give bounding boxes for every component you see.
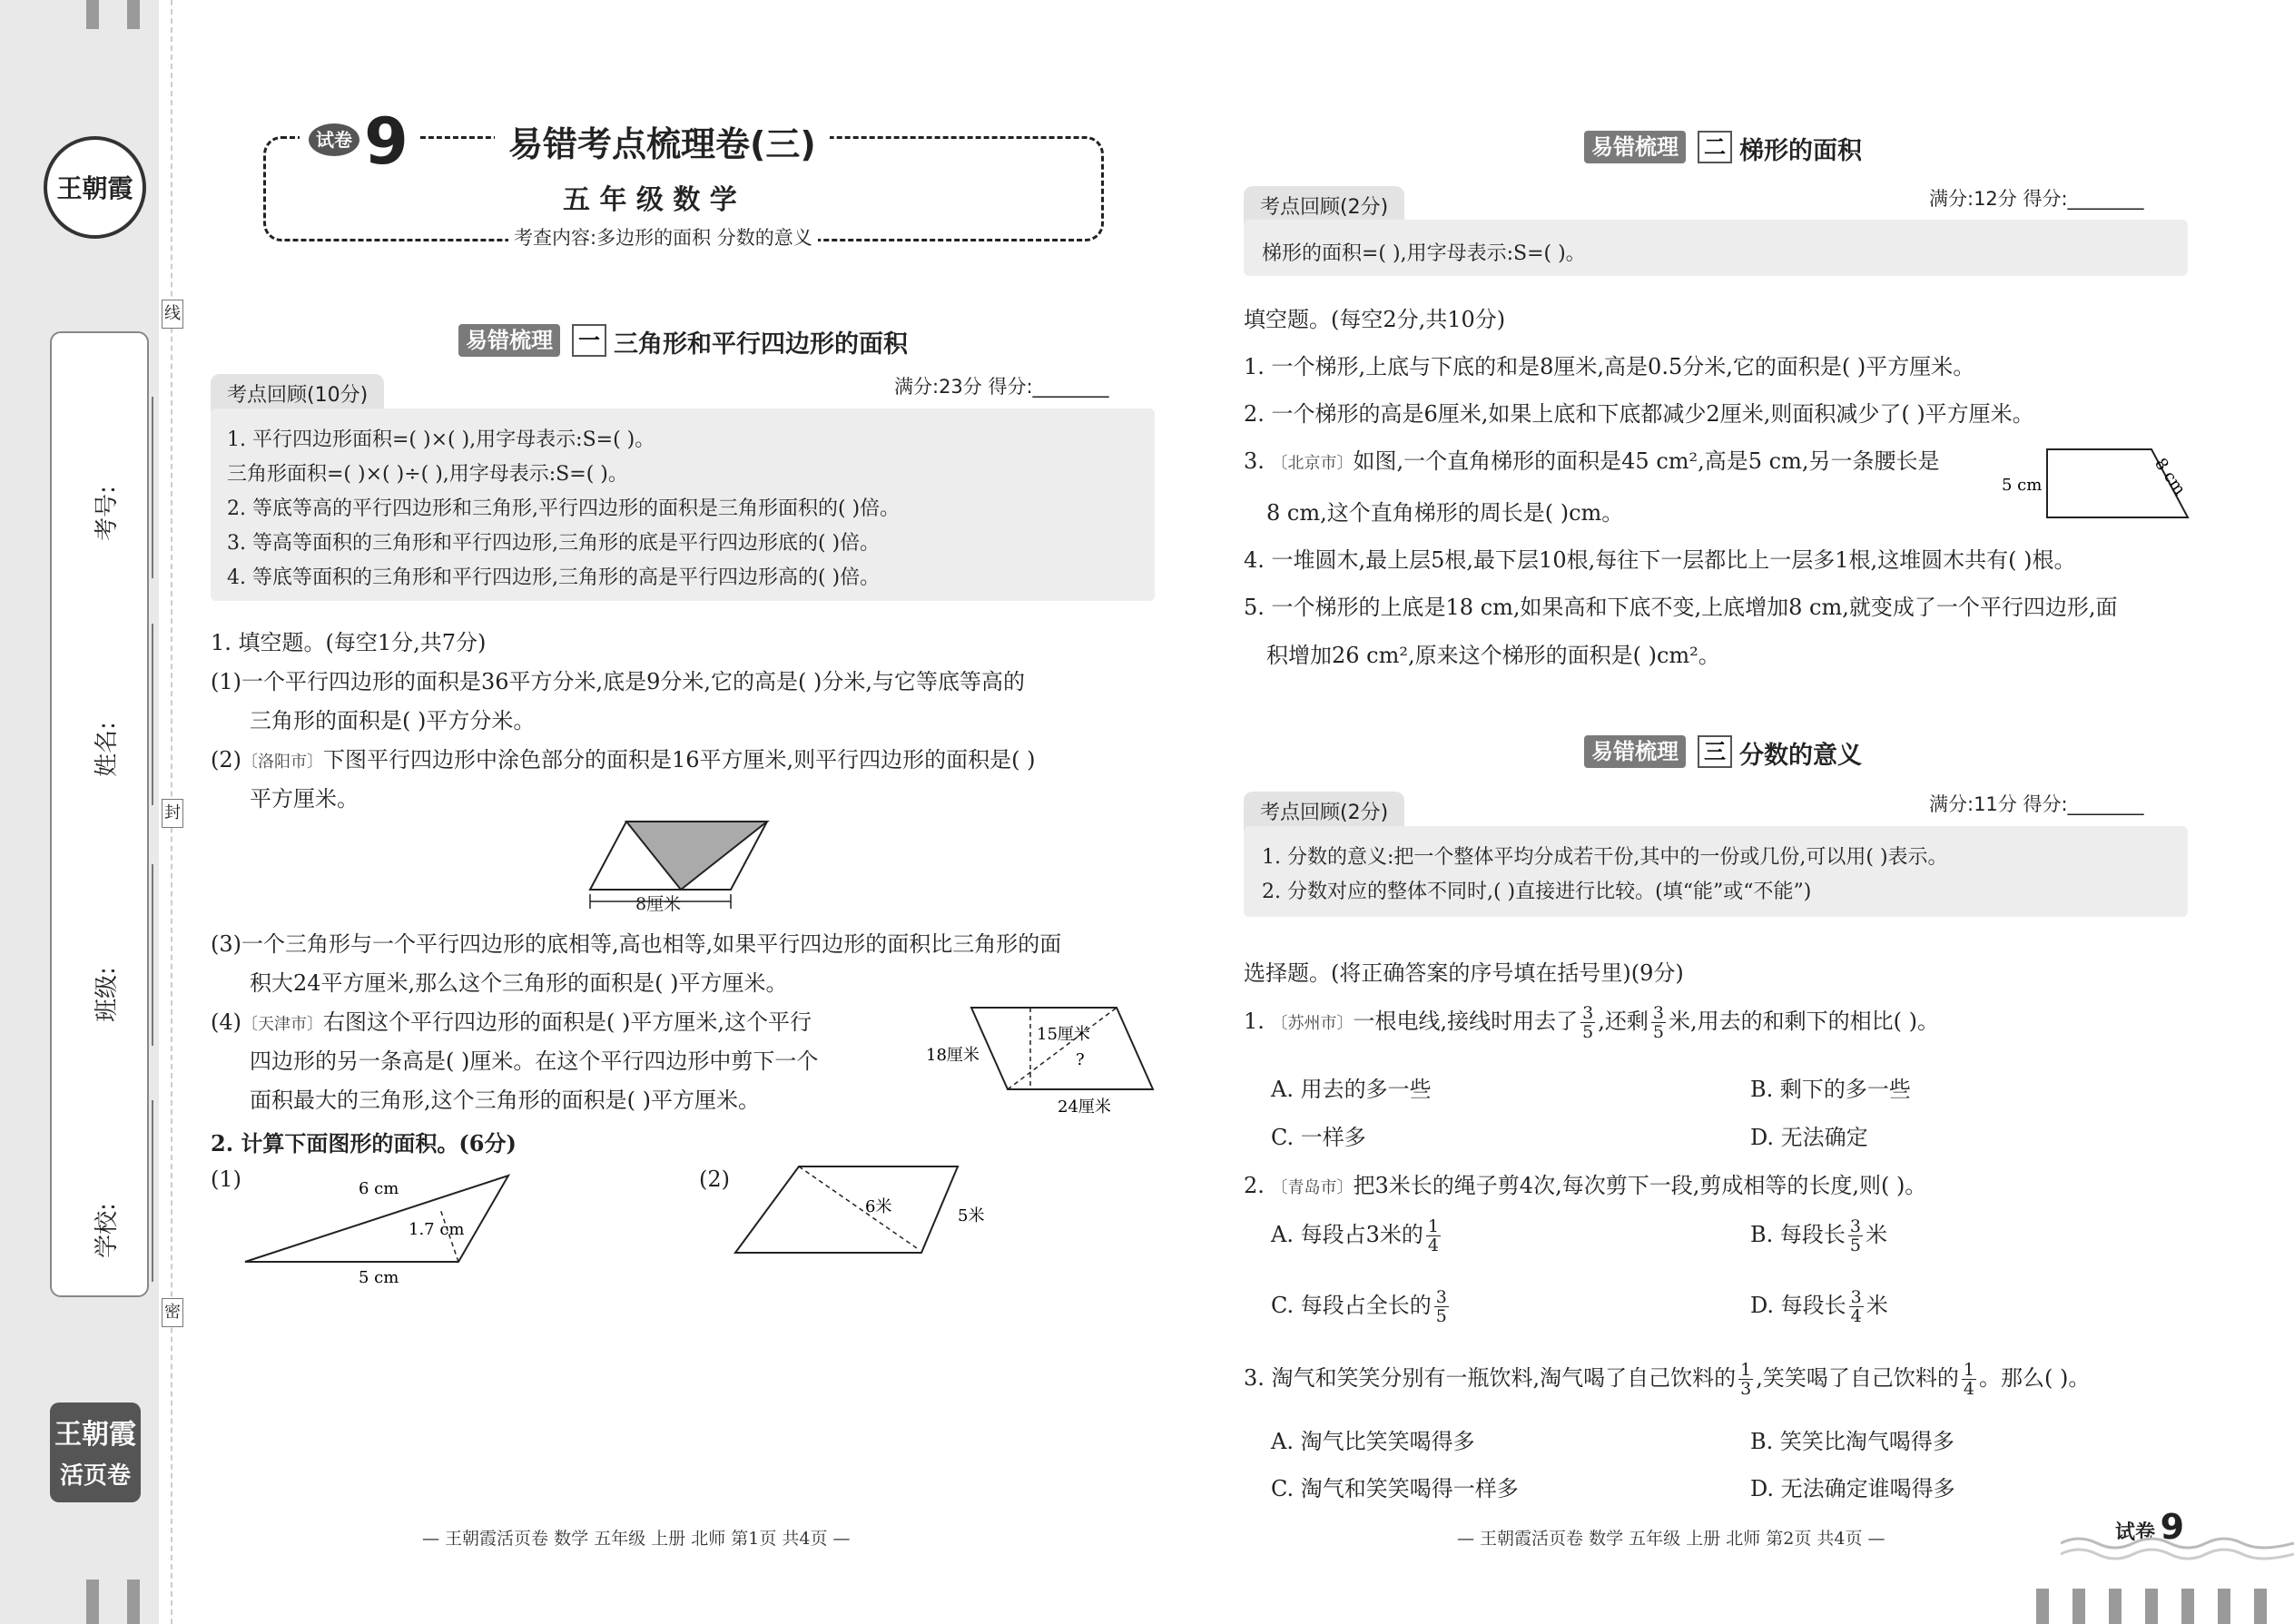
option-b: B. 笑笑比淘气喝得多: [1750, 1429, 1954, 1454]
section-title: 梯形的面积: [1739, 137, 1862, 165]
binding-char: 密: [162, 1298, 183, 1327]
review-line: 4. 等底等面积的三角形和平行四边形,三角形的高是平行四边形高的( )倍。: [227, 566, 881, 589]
option-c: C. 一样多: [1271, 1125, 1366, 1150]
fig-label: 6 cm: [359, 1179, 399, 1198]
strip-mark: [127, 0, 140, 29]
binding-strip: [0, 0, 159, 1624]
option-c: C. 每段占全长的 $\frac{3}{5}$: [1271, 1287, 1447, 1326]
score-line: 满分:23分 得分:________: [894, 376, 1109, 398]
fig-label: 18厘米: [926, 1046, 980, 1065]
wave-decoration: [2061, 1534, 2294, 1570]
question-text: (1)一个平行四边形的面积是36平方分米,底是9分米,它的高是( )分米,与它等底等高的: [211, 669, 1026, 694]
section-pill: 易错梳理: [1584, 131, 1686, 163]
question-text: (4)〔天津市〕右图这个平行四边形的面积是( )平方厘米,这个平行: [211, 1009, 812, 1035]
score-line: 满分:11分 得分:________: [1929, 793, 2144, 815]
option-c: C. 淘气和笑笑喝得一样多: [1271, 1476, 1519, 1501]
exam-number-field[interactable]: [152, 397, 153, 578]
exam-scope: 考查内容:多边形的面积 分数的意义: [508, 223, 818, 251]
strip-mark: [2036, 1589, 2049, 1624]
strip-mark: [2181, 1589, 2194, 1624]
student-info-box: [50, 331, 149, 1297]
strip-mark: [2254, 1589, 2267, 1624]
school-label: 学校:: [93, 1203, 121, 1258]
review-line: 1. 分数的意义:把一个整体平均分成若干份,其中的一份或几份,可以用( )表示。: [1262, 846, 1948, 869]
question-text: 积大24平方厘米,那么这个三角形的面积是( )平方厘米。: [250, 970, 788, 996]
question-text: 4. 一堆圆木,最上层5根,最下层10根,每往下一层都比上一层多1根,这堆圆木共有( )根。: [1244, 547, 2076, 573]
option-b: B. 剩下的多一些: [1750, 1077, 1911, 1102]
fig-label: 8 cm: [2151, 454, 2190, 499]
review-line: 2. 等底等高的平行四边形和三角形,平行四边形的面积是三角形面积的( )倍。: [227, 497, 901, 520]
option-d: D. 无法确定: [1750, 1125, 1868, 1150]
fig-label: 8厘米: [635, 894, 682, 914]
option-a: A. 用去的多一些: [1271, 1077, 1432, 1102]
fig-label: 15厘米: [1037, 1025, 1090, 1044]
exam-number-label: 考号:: [93, 486, 121, 541]
brand-logo: 王朝霞 活页卷: [50, 1403, 141, 1502]
item-label: (1): [211, 1166, 241, 1192]
review-line: 3. 等高等面积的三角形和平行四边形,三角形的底是平行四边形底的( )倍。: [227, 532, 881, 555]
footer-left: — 王朝霞活页卷 数学 五年级 上册 北师 第1页 共4页 —: [422, 1529, 851, 1549]
question-text: 2. 〔青岛市〕把3米长的绳子剪4次,每次剪下一段,剪成相等的长度,则( )。: [1244, 1173, 1927, 1198]
option-d: D. 每段长 $\frac{3}{4}$ 米: [1750, 1287, 1888, 1326]
fig-label: 6米: [865, 1197, 892, 1216]
section-title: 三角形和平行四边形的面积: [614, 330, 908, 359]
section-number: 三: [1698, 735, 1732, 768]
question-text: 2. 一个梯形的高是6厘米,如果上底和下底都减少2厘米,则面积减少了( )平方厘米。: [1244, 401, 2034, 427]
question-heading: 选择题。(将正确答案的序号填在括号里)(9分): [1244, 960, 1684, 986]
section-title: 分数的意义: [1739, 742, 1862, 770]
binding-char: 线: [162, 300, 183, 329]
fig-label: ?: [1076, 1050, 1085, 1069]
fig-label: 5 cm: [2002, 476, 2043, 495]
score-line: 满分:12分 得分:________: [1929, 188, 2144, 210]
review-line: 梯形的面积=( ),用字母表示:S=( )。: [1262, 242, 1586, 265]
strip-mark: [2109, 1589, 2122, 1624]
parallelogram-figure: [586, 812, 776, 917]
name-label: 姓名:: [93, 722, 121, 777]
page-subtitle: 五 年 级 数 学: [563, 184, 737, 216]
section-pill: 易错梳理: [458, 324, 560, 357]
section-number: 一: [572, 324, 606, 357]
fig-label: 5米: [958, 1206, 985, 1225]
trapezoid-figure: [1997, 445, 2197, 527]
question-text: 四边形的另一条高是( )厘米。在这个平行四边形中剪下一个: [250, 1048, 819, 1074]
item-label: (2): [699, 1166, 730, 1192]
question-heading: 1. 填空题。(每空1分,共7分): [211, 630, 487, 655]
footer-right: — 王朝霞活页卷 数学 五年级 上册 北师 第2页 共4页 —: [1457, 1529, 1885, 1549]
strip-mark: [86, 1580, 99, 1624]
seal-logo: [44, 136, 146, 239]
fig-label: 5 cm: [359, 1268, 399, 1287]
paper-tag: 试卷 9: [300, 104, 418, 179]
question-text: 5. 一个梯形的上底是18 cm,如果高和下底不变,上底增加8 cm,就变成了一个平行四边形,面: [1244, 595, 2118, 620]
question-text: 1. 一个梯形,上底与下底的和是8厘米,高是0.5分米,它的面积是( )平方厘米。: [1244, 354, 1975, 379]
option-d: D. 无法确定谁喝得多: [1750, 1476, 1955, 1501]
question-heading: 2. 计算下面图形的面积。(6分): [211, 1130, 517, 1156]
strip-mark: [2145, 1589, 2158, 1624]
class-field[interactable]: [152, 864, 153, 1046]
strip-mark: [86, 0, 99, 29]
section-number: 二: [1698, 131, 1732, 163]
paper-number: 9: [364, 104, 409, 179]
question-text: 3. 淘气和笑笑分别有一瓶饮料,淘气喝了自己饮料的 $\frac{1}{3}$ ,笑笑喝了自己饮料的 $\frac{1}{4}$ 。那么( )。: [1244, 1360, 2091, 1399]
seal-text: 王朝霞: [56, 173, 133, 203]
option-b: B. 每段长 $\frac{3}{5}$ 米: [1750, 1216, 1887, 1255]
review-line: 2. 分数对应的整体不同时,( )直接进行比较。(填“能”或“不能”): [1262, 881, 1812, 903]
question-text: 平方厘米。: [250, 786, 359, 812]
strip-mark: [2218, 1589, 2230, 1624]
fig-label: 1.7 cm: [409, 1220, 465, 1239]
fig-label: 24厘米: [1058, 1097, 1111, 1117]
question-heading: 填空题。(每空2分,共10分): [1244, 307, 1506, 332]
page-title: 易错考点梳理卷(三): [495, 116, 830, 166]
strip-mark: [2072, 1589, 2085, 1624]
page-tag: 试卷 9: [2115, 1507, 2185, 1547]
section-pill: 易错梳理: [1584, 735, 1686, 768]
review-tab: 考点回顾(10分): [211, 374, 384, 413]
review-tab: 考点回顾(2分): [1244, 792, 1404, 831]
parallelogram-figure-3: [731, 1162, 994, 1262]
question-text: 3. 〔北京市〕如图,一个直角梯形的面积是45 cm²,高是5 cm,另一条腰长是: [1244, 448, 1940, 474]
question-text: 8 cm,这个直角梯形的周长是( )cm。: [1266, 500, 1624, 526]
parallelogram-figure-2: [921, 1003, 1157, 1117]
class-label: 班级:: [93, 967, 121, 1022]
review-tab: 考点回顾(2分): [1244, 186, 1404, 225]
question-text: 三角形的面积是( )平方分米。: [250, 708, 536, 733]
triangle-figure: [241, 1171, 522, 1289]
name-field[interactable]: [152, 624, 153, 805]
option-a: A. 每段占3米的 $\frac{1}{4}$: [1271, 1216, 1439, 1255]
review-line: 1. 平行四边形面积=( )×( ),用字母表示:S=( )。: [227, 428, 655, 451]
strip-mark: [127, 1580, 140, 1624]
question-text: 积增加26 cm²,原来这个梯形的面积是( )cm²。: [1266, 643, 1720, 668]
option-a: A. 淘气比笑笑喝得多: [1271, 1429, 1475, 1454]
question-text: 面积最大的三角形,这个三角形的面积是( )平方厘米。: [250, 1088, 760, 1113]
question-text: 1. 〔苏州市〕一根电线,接线时用去了 $\frac{3}{5}$ ,还剩 $\frac{3}{5}$ 米,用去的和剩下的相比( )。: [1244, 1003, 1939, 1042]
review-line: 三角形面积=( )×( )÷( ),用字母表示:S=( )。: [227, 463, 628, 486]
binding-char: 封: [162, 799, 183, 828]
school-field[interactable]: [152, 1100, 153, 1282]
question-text: (2)〔洛阳市〕下图平行四边形中涂色部分的面积是16平方厘米,则平行四边形的面积是( ): [211, 747, 1036, 773]
question-text: (3)一个三角形与一个平行四边形的底相等,高也相等,如果平行四边形的面积比三角形的面: [211, 931, 1062, 957]
